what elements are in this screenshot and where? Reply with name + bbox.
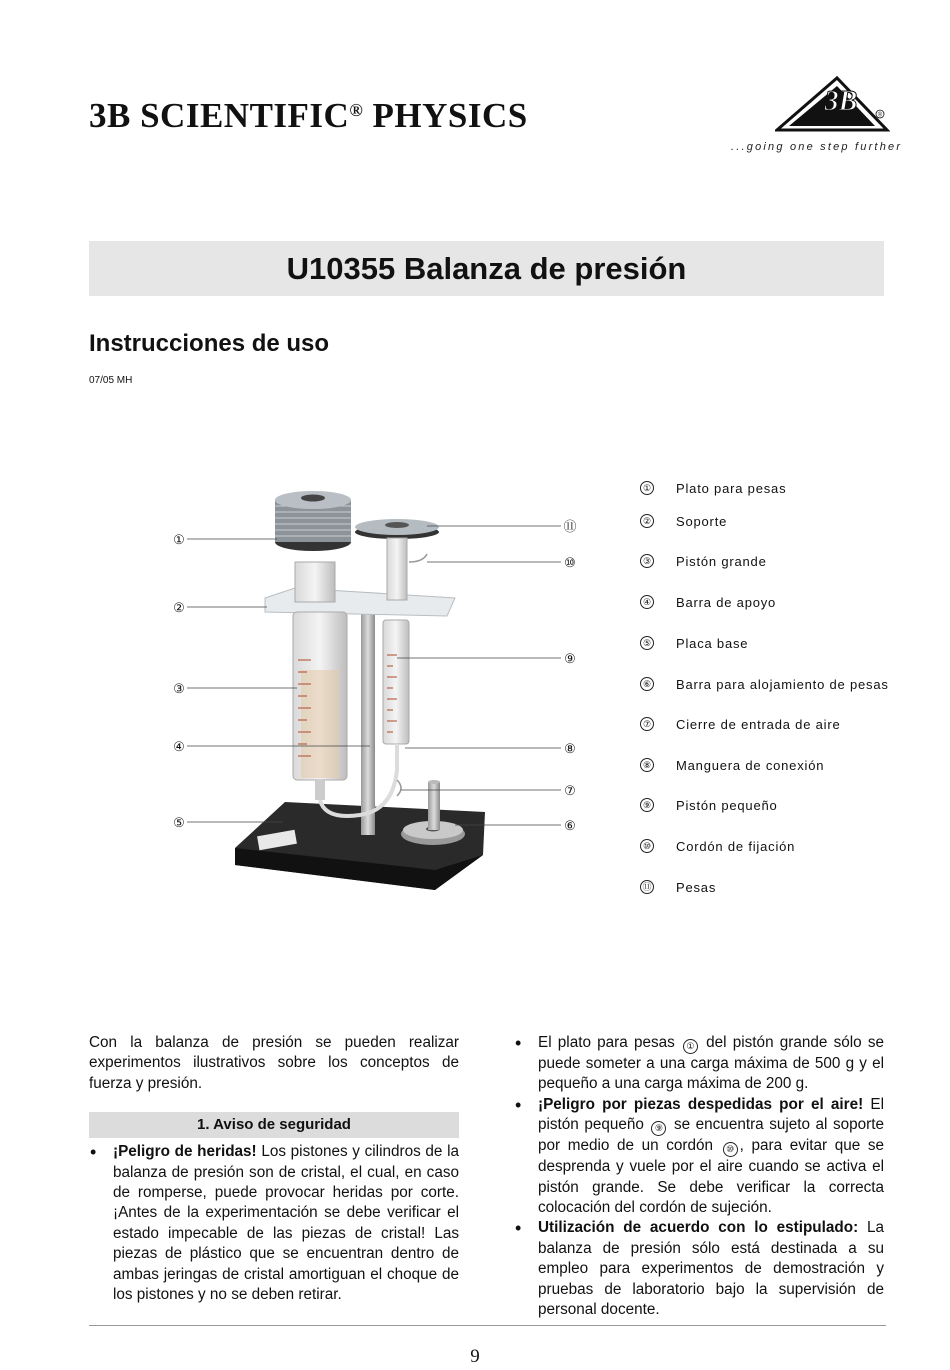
support-rod (361, 600, 375, 835)
legend-number: ① (640, 481, 654, 495)
safety-list-continued (514, 1033, 884, 1320)
ref-number: ⑩ (723, 1142, 738, 1157)
legend-label: Pistón pequeño (676, 797, 778, 813)
callout-7: ⑦ (564, 783, 576, 798)
legend-number: ⑧ (640, 758, 654, 772)
callout-10: ⑩ (564, 555, 576, 570)
legend-number: ⑦ (640, 717, 654, 731)
legend-number: ⑨ (640, 798, 654, 812)
legend-item (640, 511, 727, 531)
legend-label: Barra para alojamiento de pesas (676, 676, 889, 692)
page-title: U10355 Balanza de presión (286, 250, 687, 286)
apparatus-figure (165, 470, 595, 910)
legend-item (640, 877, 716, 897)
intro-paragraph: Con la balanza de presión se pueden realizar experimentos ilustrativos sobre los conceptos de fuerza y presión. (89, 1034, 459, 1092)
callout-3: ③ (173, 681, 185, 696)
legend-item (640, 795, 778, 815)
right-column (514, 1033, 884, 1320)
callout-9: ⑨ (564, 651, 576, 666)
section-heading: 1. Aviso de seguridad (89, 1112, 459, 1138)
legend-label: Plato para pesas (676, 480, 787, 496)
safety-list (89, 1142, 459, 1305)
callout-8: ⑧ (564, 741, 576, 756)
logo-text: 3B (824, 86, 858, 117)
legend-number: ⑩ (640, 839, 654, 853)
left-column (89, 1033, 459, 1305)
callout-6: ⑥ (564, 818, 576, 833)
transparent-holder (265, 588, 455, 616)
tagline: ...going one step further (731, 141, 903, 153)
logo-registered-mark: ® (877, 112, 883, 119)
legend-item (640, 478, 786, 498)
legend-label: Manguera de conexión (676, 757, 825, 773)
weight-holder-rod (428, 782, 440, 830)
page-number: 9 (470, 1346, 480, 1367)
legend-item (640, 836, 795, 856)
legend-label: Cordón de fijación (676, 838, 796, 854)
legend-label: Pistón grande (676, 553, 767, 569)
callout-5: ⑤ (173, 815, 185, 830)
legend-item (640, 633, 748, 653)
legend-number: ⑪ (640, 880, 654, 894)
list-item: • ¡Peligro de heridas! Los pistones y cilindros de la balanza de presión son de cristal, el cual, en caso de romperse, puede provocar heridas por corte. ¡Antes de la experimentación se debe verificar el estado impecable de las piezas de cristal! Las piezas de plástico que se encuentran dentro de ambas jeringas de cristal amortiguan el choque de los pistones y no se deben retirar. (89, 1142, 459, 1305)
title-bar (89, 241, 884, 296)
legend-label: Soporte (676, 513, 728, 529)
legend-item (640, 674, 889, 694)
legend-item (640, 755, 824, 775)
subtitle: Instrucciones de uso (89, 330, 330, 357)
callout-2: ② (173, 600, 185, 615)
ref-number: ⑨ (651, 1121, 666, 1136)
legend-number: ⑤ (640, 636, 654, 650)
callout-11: ⑪ (563, 519, 577, 534)
legend-item (640, 592, 776, 612)
list-item: • Utilización de acuerdo con lo estipulado: La balanza de presión sólo está destinada a su empleo para experimentos de demostración y pruebas de laboratorio bajo la supervisión de personal docente. (514, 1218, 884, 1320)
legend-item (640, 551, 767, 571)
small-syringe (383, 620, 409, 744)
legend-number: ④ (640, 595, 654, 609)
list-item: • ¡Peligro por piezas despedidas por el aire! El pistón pequeño ⑨ se encuentra sujeto al soporte por medio de un cordón ⑩ , para evitar que se desprenda y vuele por el aire cuando se activa el pistón grande. Se debe verificar la correcta colocación del cordón de sujeción. (514, 1095, 884, 1219)
legend-number: ② (640, 514, 654, 528)
legend-label: Pesas (676, 879, 717, 895)
ref-number: ① (683, 1039, 698, 1054)
legend-label: Barra de apoyo (676, 594, 777, 610)
list-item: • El plato para pesas ① del pistón grande sólo se puede someter a una carga máxima de 500 g y el pequeño a una carga máxima de 200 g. (514, 1033, 884, 1095)
legend-label: Cierre de entrada de aire (676, 716, 841, 732)
document-code: 07/05 MH (89, 375, 133, 386)
legend-item (640, 714, 841, 734)
legend-number: ③ (640, 554, 654, 568)
footer-divider (89, 1325, 886, 1326)
3b-logo (775, 72, 890, 134)
legend-label: Placa base (676, 635, 749, 651)
callout-1: ① (173, 532, 185, 547)
legend-number: ⑥ (640, 677, 654, 691)
brand-name: 3B SCIENTIFIC® PHYSICS (89, 96, 528, 135)
retaining-cord (409, 554, 427, 562)
callout-4: ④ (173, 739, 185, 754)
